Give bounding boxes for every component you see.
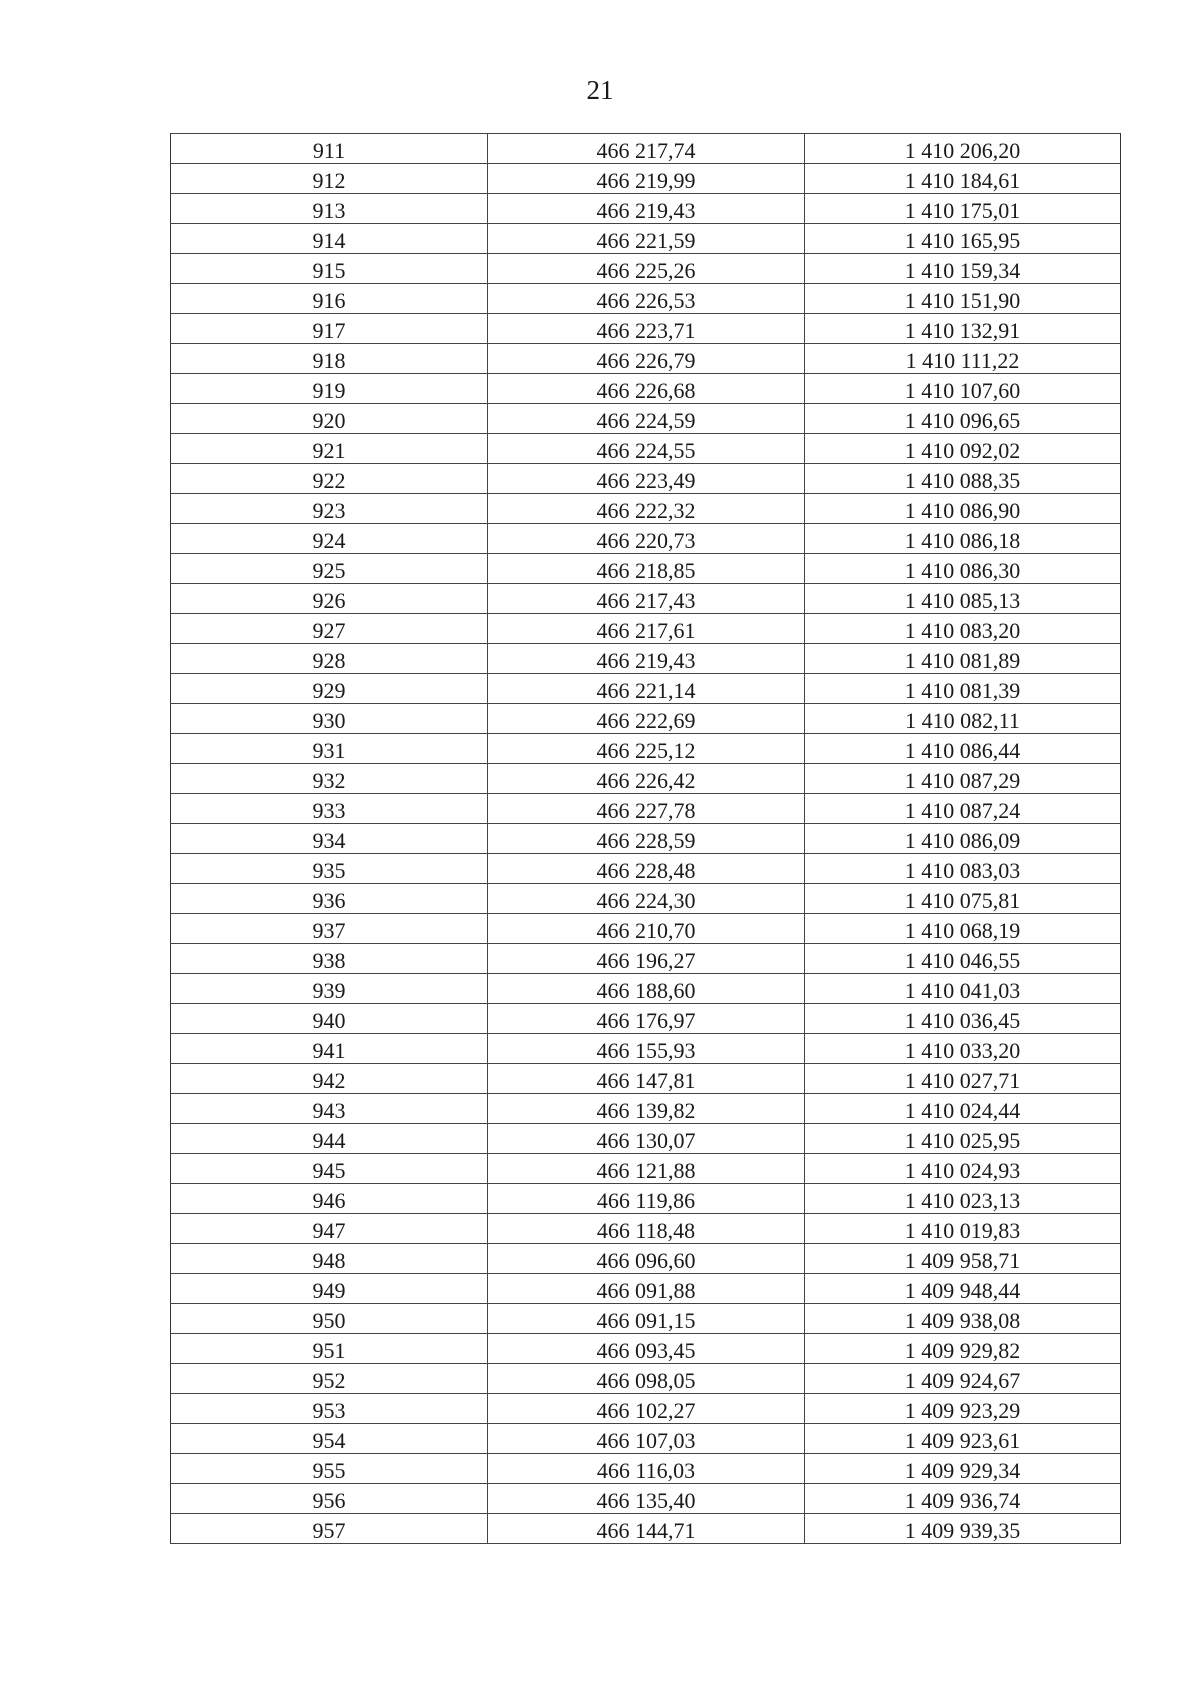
y-coordinate-cell: 1 410 019,83: [805, 1214, 1121, 1244]
x-coordinate-cell: 466 225,26: [488, 254, 805, 284]
table-row: [171, 1064, 1121, 1094]
point-number-cell: 936: [171, 884, 488, 914]
table-row: [171, 404, 1121, 434]
x-coordinate-cell: 466 225,12: [488, 734, 805, 764]
x-coordinate-cell: 466 228,59: [488, 824, 805, 854]
point-number-cell: 919: [171, 374, 488, 404]
table-row: [171, 884, 1121, 914]
x-coordinate-cell: 466 226,53: [488, 284, 805, 314]
y-coordinate-cell: 1 410 081,89: [805, 644, 1121, 674]
table-row: [171, 974, 1121, 1004]
y-coordinate-cell: 1 410 096,65: [805, 404, 1121, 434]
point-number-cell: 928: [171, 644, 488, 674]
point-number-cell: 945: [171, 1154, 488, 1184]
y-coordinate-cell: 1 410 086,18: [805, 524, 1121, 554]
x-coordinate-cell: 466 119,86: [488, 1184, 805, 1214]
x-coordinate-cell: 466 224,55: [488, 434, 805, 464]
x-coordinate-cell: 466 219,99: [488, 164, 805, 194]
x-coordinate-cell: 466 139,82: [488, 1094, 805, 1124]
point-number-cell: 932: [171, 764, 488, 794]
point-number-cell: 956: [171, 1484, 488, 1514]
y-coordinate-cell: 1 409 938,08: [805, 1304, 1121, 1334]
x-coordinate-cell: 466 130,07: [488, 1124, 805, 1154]
y-coordinate-cell: 1 410 107,60: [805, 374, 1121, 404]
table-row: [171, 524, 1121, 554]
y-coordinate-cell: 1 410 175,01: [805, 194, 1121, 224]
point-number-cell: 934: [171, 824, 488, 854]
point-number-cell: 917: [171, 314, 488, 344]
y-coordinate-cell: 1 409 923,61: [805, 1424, 1121, 1454]
y-coordinate-cell: 1 410 083,20: [805, 614, 1121, 644]
point-number-cell: 943: [171, 1094, 488, 1124]
y-coordinate-cell: 1 410 184,61: [805, 164, 1121, 194]
point-number-cell: 929: [171, 674, 488, 704]
x-coordinate-cell: 466 121,88: [488, 1154, 805, 1184]
table-row: [171, 554, 1121, 584]
table-row: [171, 464, 1121, 494]
table-row: [171, 1484, 1121, 1514]
x-coordinate-cell: 466 218,85: [488, 554, 805, 584]
x-coordinate-cell: 466 227,78: [488, 794, 805, 824]
point-number-cell: 954: [171, 1424, 488, 1454]
point-number-cell: 911: [171, 134, 488, 164]
point-number-cell: 927: [171, 614, 488, 644]
x-coordinate-cell: 466 176,97: [488, 1004, 805, 1034]
x-coordinate-cell: 466 135,40: [488, 1484, 805, 1514]
x-coordinate-cell: 466 220,73: [488, 524, 805, 554]
point-number-cell: 931: [171, 734, 488, 764]
table-row: [171, 1334, 1121, 1364]
y-coordinate-cell: 1 410 086,09: [805, 824, 1121, 854]
y-coordinate-cell: 1 410 151,90: [805, 284, 1121, 314]
table-row: [171, 254, 1121, 284]
table-row: [171, 1004, 1121, 1034]
coordinates-table: [170, 133, 1121, 1544]
table-row: [171, 914, 1121, 944]
point-number-cell: 946: [171, 1184, 488, 1214]
x-coordinate-cell: 466 219,43: [488, 194, 805, 224]
y-coordinate-cell: 1 410 087,29: [805, 764, 1121, 794]
x-coordinate-cell: 466 102,27: [488, 1394, 805, 1424]
point-number-cell: 923: [171, 494, 488, 524]
x-coordinate-cell: 466 223,49: [488, 464, 805, 494]
table-row: [171, 1154, 1121, 1184]
y-coordinate-cell: 1 410 165,95: [805, 224, 1121, 254]
point-number-cell: 947: [171, 1214, 488, 1244]
y-coordinate-cell: 1 410 111,22: [805, 344, 1121, 374]
x-coordinate-cell: 466 118,48: [488, 1214, 805, 1244]
x-coordinate-cell: 466 224,59: [488, 404, 805, 434]
point-number-cell: 922: [171, 464, 488, 494]
x-coordinate-cell: 466 098,05: [488, 1364, 805, 1394]
table-row: [171, 1094, 1121, 1124]
y-coordinate-cell: 1 410 024,44: [805, 1094, 1121, 1124]
x-coordinate-cell: 466 091,15: [488, 1304, 805, 1334]
y-coordinate-cell: 1 409 958,71: [805, 1244, 1121, 1274]
x-coordinate-cell: 466 221,59: [488, 224, 805, 254]
point-number-cell: 921: [171, 434, 488, 464]
table-row: [171, 194, 1121, 224]
table-row: [171, 1424, 1121, 1454]
x-coordinate-cell: 466 226,79: [488, 344, 805, 374]
table-row: [171, 1514, 1121, 1544]
x-coordinate-cell: 466 219,43: [488, 644, 805, 674]
y-coordinate-cell: 1 410 083,03: [805, 854, 1121, 884]
table-row: [171, 314, 1121, 344]
x-coordinate-cell: 466 226,42: [488, 764, 805, 794]
y-coordinate-cell: 1 409 929,34: [805, 1454, 1121, 1484]
table-row: [171, 1274, 1121, 1304]
x-coordinate-cell: 466 196,27: [488, 944, 805, 974]
page-number: 21: [586, 75, 614, 105]
y-coordinate-cell: 1 409 948,44: [805, 1274, 1121, 1304]
point-number-cell: 957: [171, 1514, 488, 1544]
point-number-cell: 951: [171, 1334, 488, 1364]
x-coordinate-cell: 466 155,93: [488, 1034, 805, 1064]
y-coordinate-cell: 1 410 159,34: [805, 254, 1121, 284]
point-number-cell: 938: [171, 944, 488, 974]
point-number-cell: 915: [171, 254, 488, 284]
table-row: [171, 674, 1121, 704]
table-row: [171, 1184, 1121, 1214]
x-coordinate-cell: 466 093,45: [488, 1334, 805, 1364]
table-row: [171, 1304, 1121, 1334]
table-row: [171, 224, 1121, 254]
y-coordinate-cell: 1 410 081,39: [805, 674, 1121, 704]
point-number-cell: 918: [171, 344, 488, 374]
point-number-cell: 950: [171, 1304, 488, 1334]
table-row: [171, 1034, 1121, 1064]
y-coordinate-cell: 1 410 086,30: [805, 554, 1121, 584]
table-row: [171, 854, 1121, 884]
y-coordinate-cell: 1 410 132,91: [805, 314, 1121, 344]
y-coordinate-cell: 1 410 088,35: [805, 464, 1121, 494]
table-row: [171, 704, 1121, 734]
table-row: [171, 374, 1121, 404]
x-coordinate-cell: 466 228,48: [488, 854, 805, 884]
point-number-cell: 924: [171, 524, 488, 554]
point-number-cell: 930: [171, 704, 488, 734]
table-row: [171, 764, 1121, 794]
x-coordinate-cell: 466 221,14: [488, 674, 805, 704]
y-coordinate-cell: 1 410 024,93: [805, 1154, 1121, 1184]
y-coordinate-cell: 1 409 924,67: [805, 1364, 1121, 1394]
point-number-cell: 949: [171, 1274, 488, 1304]
table-row: [171, 1244, 1121, 1274]
point-number-cell: 939: [171, 974, 488, 1004]
point-number-cell: 942: [171, 1064, 488, 1094]
y-coordinate-cell: 1 409 929,82: [805, 1334, 1121, 1364]
table-row: [171, 434, 1121, 464]
y-coordinate-cell: 1 409 936,74: [805, 1484, 1121, 1514]
point-number-cell: 948: [171, 1244, 488, 1274]
table-row: [171, 824, 1121, 854]
point-number-cell: 912: [171, 164, 488, 194]
x-coordinate-cell: 466 147,81: [488, 1064, 805, 1094]
point-number-cell: 920: [171, 404, 488, 434]
table-row: [171, 614, 1121, 644]
x-coordinate-cell: 466 226,68: [488, 374, 805, 404]
point-number-cell: 916: [171, 284, 488, 314]
x-coordinate-cell: 466 144,71: [488, 1514, 805, 1544]
y-coordinate-cell: 1 410 206,20: [805, 134, 1121, 164]
y-coordinate-cell: 1 410 092,02: [805, 434, 1121, 464]
table-row: [171, 1454, 1121, 1484]
table-row: [171, 734, 1121, 764]
point-number-cell: 955: [171, 1454, 488, 1484]
y-coordinate-cell: 1 410 087,24: [805, 794, 1121, 824]
x-coordinate-cell: 466 116,03: [488, 1454, 805, 1484]
x-coordinate-cell: 466 217,74: [488, 134, 805, 164]
table-row: [171, 644, 1121, 674]
x-coordinate-cell: 466 091,88: [488, 1274, 805, 1304]
y-coordinate-cell: 1 409 939,35: [805, 1514, 1121, 1544]
y-coordinate-cell: 1 410 036,45: [805, 1004, 1121, 1034]
point-number-cell: 953: [171, 1394, 488, 1424]
table-row: [171, 1394, 1121, 1424]
point-number-cell: 941: [171, 1034, 488, 1064]
x-coordinate-cell: 466 188,60: [488, 974, 805, 1004]
y-coordinate-cell: 1 410 025,95: [805, 1124, 1121, 1154]
x-coordinate-cell: 466 096,60: [488, 1244, 805, 1274]
x-coordinate-cell: 466 217,61: [488, 614, 805, 644]
point-number-cell: 944: [171, 1124, 488, 1154]
table-row: [171, 794, 1121, 824]
table-row: [171, 584, 1121, 614]
point-number-cell: 937: [171, 914, 488, 944]
x-coordinate-cell: 466 223,71: [488, 314, 805, 344]
point-number-cell: 952: [171, 1364, 488, 1394]
x-coordinate-cell: 466 222,69: [488, 704, 805, 734]
y-coordinate-cell: 1 409 923,29: [805, 1394, 1121, 1424]
x-coordinate-cell: 466 222,32: [488, 494, 805, 524]
table-row: [171, 1364, 1121, 1394]
point-number-cell: 913: [171, 194, 488, 224]
y-coordinate-cell: 1 410 075,81: [805, 884, 1121, 914]
point-number-cell: 914: [171, 224, 488, 254]
x-coordinate-cell: 466 217,43: [488, 584, 805, 614]
y-coordinate-cell: 1 410 023,13: [805, 1184, 1121, 1214]
y-coordinate-cell: 1 410 041,03: [805, 974, 1121, 1004]
point-number-cell: 935: [171, 854, 488, 884]
table-row: [171, 494, 1121, 524]
table-row: [171, 944, 1121, 974]
table-row: [171, 284, 1121, 314]
x-coordinate-cell: 466 210,70: [488, 914, 805, 944]
table-row: [171, 164, 1121, 194]
x-coordinate-cell: 466 107,03: [488, 1424, 805, 1454]
y-coordinate-cell: 1 410 086,90: [805, 494, 1121, 524]
y-coordinate-cell: 1 410 068,19: [805, 914, 1121, 944]
y-coordinate-cell: 1 410 082,11: [805, 704, 1121, 734]
point-number-cell: 925: [171, 554, 488, 584]
coordinates-table-body: [171, 134, 1121, 1544]
point-number-cell: 926: [171, 584, 488, 614]
table-row: [171, 1214, 1121, 1244]
table-row: [171, 1124, 1121, 1154]
y-coordinate-cell: 1 410 086,44: [805, 734, 1121, 764]
x-coordinate-cell: 466 224,30: [488, 884, 805, 914]
y-coordinate-cell: 1 410 046,55: [805, 944, 1121, 974]
table-row: [171, 134, 1121, 164]
point-number-cell: 933: [171, 794, 488, 824]
y-coordinate-cell: 1 410 085,13: [805, 584, 1121, 614]
y-coordinate-cell: 1 410 027,71: [805, 1064, 1121, 1094]
point-number-cell: 940: [171, 1004, 488, 1034]
y-coordinate-cell: 1 410 033,20: [805, 1034, 1121, 1064]
table-row: [171, 344, 1121, 374]
